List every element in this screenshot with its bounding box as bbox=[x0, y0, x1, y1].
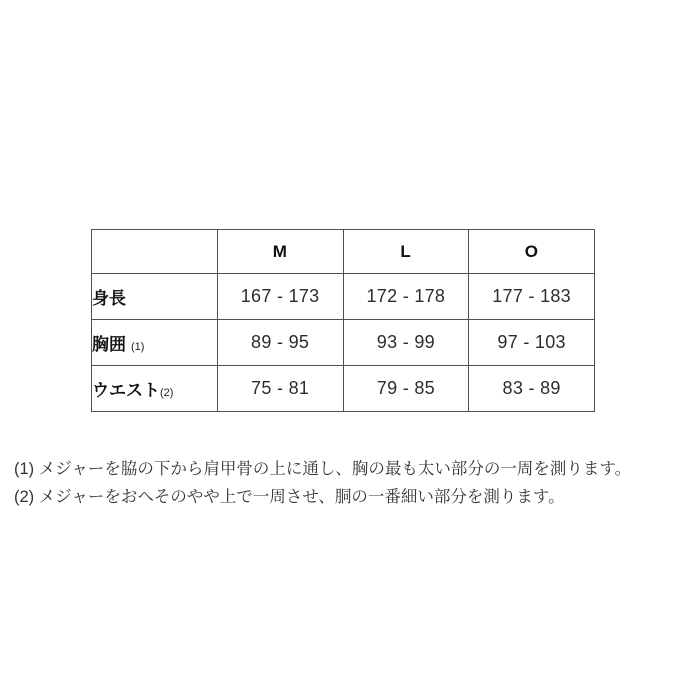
row-label-text: ウエスト bbox=[92, 381, 160, 400]
table-row-chest bbox=[92, 320, 595, 366]
row-label-text: 胸囲 bbox=[92, 335, 126, 354]
size-value-cell: 83 - 89 bbox=[469, 366, 595, 412]
footnote-1: (1) メジャーを脇の下から肩甲骨の上に通し、胸の最も太い部分の一周を測ります。 bbox=[14, 460, 632, 478]
table-header-row bbox=[92, 230, 595, 274]
row-label-note: (2) bbox=[160, 387, 174, 399]
size-value-cell: 177 - 183 bbox=[469, 274, 595, 320]
size-value-cell: 89 - 95 bbox=[217, 320, 343, 366]
size-value-cell: 167 - 173 bbox=[217, 274, 343, 320]
footnotes bbox=[14, 455, 674, 511]
corner-cell bbox=[92, 230, 218, 274]
size-value-cell: 93 - 99 bbox=[343, 320, 469, 366]
column-header-m: M bbox=[217, 230, 343, 274]
row-label-chest bbox=[92, 320, 218, 366]
size-chart-table bbox=[91, 229, 595, 412]
row-label-waist bbox=[92, 366, 218, 412]
table-row-height bbox=[92, 274, 595, 320]
column-header-l: L bbox=[343, 230, 469, 274]
row-label-text: 身長 bbox=[92, 289, 126, 308]
table-row-waist bbox=[92, 366, 595, 412]
column-header-o: O bbox=[469, 230, 595, 274]
footnote-2: (2) メジャーをおへそのやや上で一周させ、胴の一番細い部分を測ります。 bbox=[14, 488, 565, 506]
size-value-cell: 97 - 103 bbox=[469, 320, 595, 366]
row-label-height bbox=[92, 274, 218, 320]
size-value-cell: 79 - 85 bbox=[343, 366, 469, 412]
size-value-cell: 172 - 178 bbox=[343, 274, 469, 320]
size-value-cell: 75 - 81 bbox=[217, 366, 343, 412]
row-label-note: (1) bbox=[131, 341, 145, 353]
